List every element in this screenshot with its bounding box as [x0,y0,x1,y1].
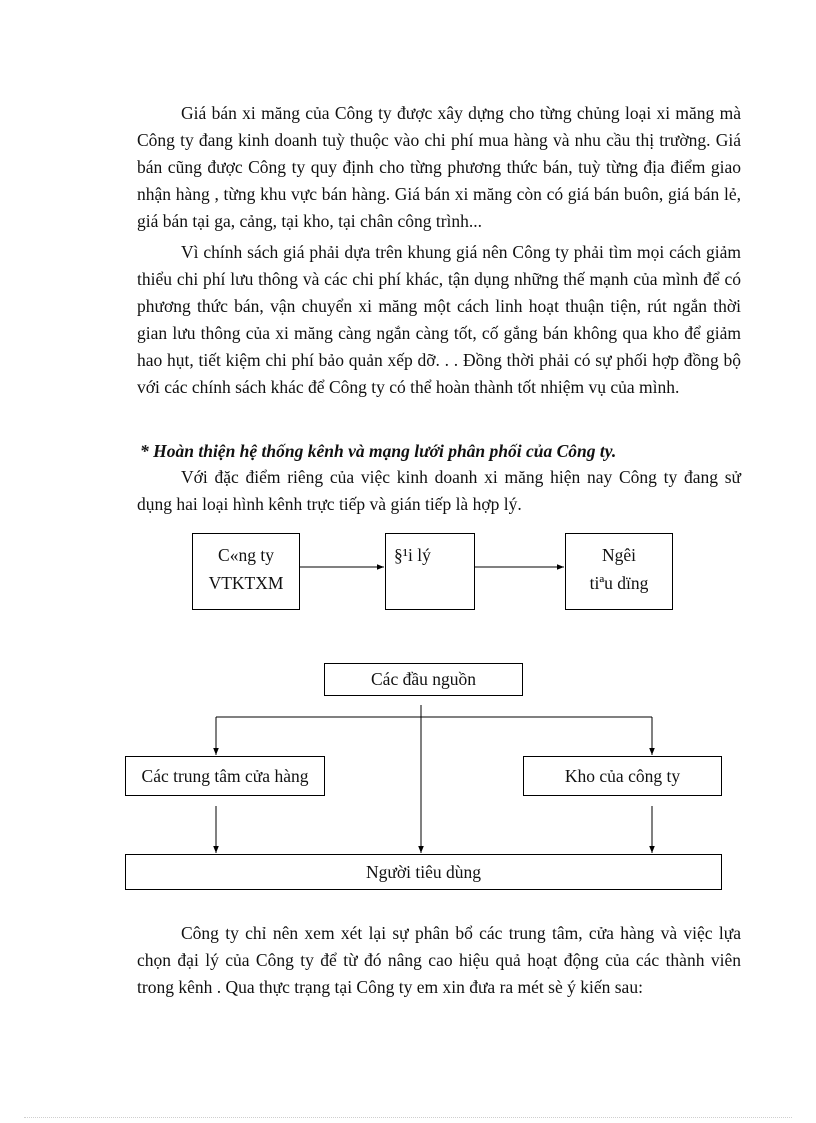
box-company-line2: VTKTXM [208,573,284,593]
box-company-line1: C«ng ty [218,545,274,565]
diagram1-box-consumer [565,533,673,610]
page-bottom-border [24,1117,792,1118]
paragraph-channel-types: Với đặc điểm riêng của việc kinh doanh xi măng hiện nay Công ty đang sử dụng hai loại hình kênh trực tiếp và gián tiếp là hợp lý. [137,467,741,514]
diagram2-box-sources [324,663,523,696]
paragraph-pricing: Giá bán xi măng của Công ty được xây dựng cho từng chủng loại xi măng mà Công ty đang kinh doanh tuỳ thuộc vào chi phí mua hàng và nhu cầu thị trường. Giá bán cũng được Công ty quy định cho từng phương thức bán, tuỳ từng địa điểm giao nhận hàng , từng khu vực bán hàng. Giá bán xi măng còn có giá bán buôn, giá bán lẻ, giá bán tại ga, cảng, tại kho, tại chân công trình... [137,103,741,231]
diagram1-box-agent [385,533,475,610]
diagram2-box-warehouse [523,756,722,796]
box-consumer-line2: tiªu dïng [589,573,649,593]
box-warehouse-label: Kho của công ty [564,766,681,786]
box-centers-label: Các trung tâm cửa hàng [141,766,309,786]
paragraph-price-policy: Vì chính sách giá phải dựa trên khung giá nên Công ty phải tìm mọi cách giảm thiểu chi phí lưu thông và các chi phí khác, tận dụng những thế mạnh của mình để có phương thức bán, vận chuyển xi măng một cách linh hoạt thuận tiện, rút ngắn thời gian lưu thông của xi măng càng ngắn càng tốt, cố gắng bán không qua kho để giảm hao hụt, tiết kiệm chi phí bảo quản xếp dỡ. . . Đồng thời phải có sự phối hợp đồng bộ với các chính sách khác để Công ty có thể hoàn thành tốt nhiệm vụ của mình. [137,242,741,397]
box-agent-line1: §¹i lý [394,545,431,565]
diagram2-box-centers [125,756,325,796]
diagram1-box-company [192,533,300,610]
diagram2-box-consumers [125,854,722,890]
box-consumer-line1: Ngêi [601,545,637,565]
box-consumers-label: Người tiêu dùng [366,862,481,882]
paragraph-recommendation: Công ty chỉ nên xem xét lại sự phân bổ các trung tâm, cửa hàng và việc lựa chọn đại lý của Công ty để từ đó nâng cao hiệu quả hoạt động của các thành viên trong kênh . Qua thực trạng tại Công ty em xin đưa ra mét sè ý kiến sau: [137,923,741,997]
box-sources-label: Các đầu nguồn [371,669,476,689]
section-heading: * Hoàn thiện hệ thống kênh và mạng lưới phân phối của Công ty. [140,441,617,461]
